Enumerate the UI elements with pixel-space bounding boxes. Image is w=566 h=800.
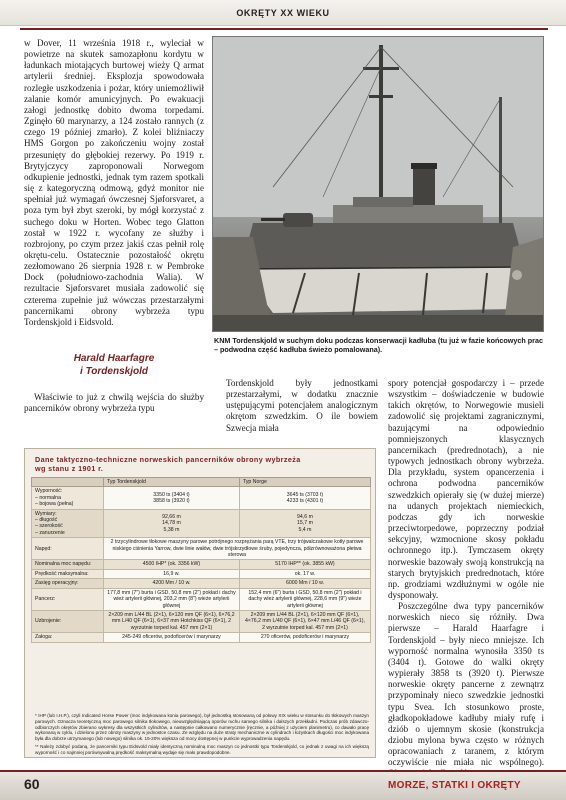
table-row [32, 579, 371, 588]
article-column-2 [226, 378, 378, 434]
row-value-tordenskjold: 4500 IHP* (ok. 3356 kW) [104, 560, 240, 569]
table-title [35, 455, 375, 473]
article-paragraph: w Dover, 11 września 1918 r., wyleciał w powietrze na skutek samozapłonu kordytu w ładunkach miotających burtowej wieży Q armat artylerii średniej. Eksplozja spowodowała rozległe uszkodzenia i pożar, który uniemożliwił zalanie komór amunicyjnych. Po ewakuacji załogi jednostkę dobito dwoma torpedami. Zginęło 60 marynarzy, a 124 zostało rannych (z czego 19 później zmarło). Z kolei bliźniaczy HMS Gorgon po zakończeniu wojny został przesunięty do głębokiej rezerwy. Po 1919 r. Brytyjczycy zaproponowali Norwegom odkupienie jednostki, jednak tym razem spotkali się z kategoryczną odmową, gdyż monitor nie spełniał już wymagań ówczesnej Sjøforsvaret, a poza tym był zbyt szeroki, by mógł korzystać z suchego doku w Horten. Wobec tego Glatton został w 1922 r. wycofany ze służby i rozbrojony, po czym przez jakiś czas pełnił rolę okrętu-celu. Ostatecznie pozostałość okrętu zezłomowano 26 sierpnia 1928 r. w Pembroke Dock (południowo-zachodnia Walia). W rezultacie Sjøforsvaret musiała zadowolić się czterema zupełnie już wówczas przestarzałymi pancernikami obrony wybrzeża typu Tordenskjold i Eidsvold. [24, 38, 204, 327]
section-heading-line-2: i Tordenskjold [80, 366, 148, 377]
table-header-empty [32, 478, 104, 487]
section-heading-line-1: Harald Haarfagre [73, 353, 155, 364]
row-label: Uzbrojenie: [32, 610, 104, 632]
row-value-norge: 2×209 mm L/44 BL (2×1), 6×120 mm QF (6×1), 4×76,2 mm L/40 QF (6×1), 6×47 mm L/46 QF (6×1), 2 wyrzutnie torped kal. 457 mm (2×1) [239, 610, 370, 632]
row-value-shared: 2 trzycylindrowe tłokowe maszyny parowe potrójnego rozprężania parą VTE, trzy trójwalczakowe kotły parowe niskiego ciśnienia Yarrow, dwie linie wałów, dwie trójskrzydłowe śruby, pojedyncza, półzrównoważona płetwa sterowa [104, 538, 371, 560]
footnote-1: * IHP (lub I.H.P.), czyli Indicated Horse Power (moc indykowana konia parowego), był jednostką stosowaną od połowy XIX wieku w stosunku do tłokowych maszyn parowych. Oznacza teoretyczną moc parowego silnika tłokowego, nieuwzględniającą oporów ruchu samego silnika i dalszych przekładni. Podczas prób zdawczo-odbiorczych okrętów zbierano wykresy dla wszystkich cylindrów, a następnie całkowano numerycznie (ręcznie, a później z użyciem planimetru), co dawało pracę wykonaną w cyklu, i dzielono przez obroty maszyny w jednostce czasu. Ze względu na duże straty mechaniczne w cylindrach i łożyskach długości moc indykowana była dla dobrze utrzymanego (lub nowego) silnika ok. 15-20% większa od mocy dostępnej w punkcie wyprowadzenia napędu. [35, 713, 369, 742]
row-label: Wymiary: – długość – szerokość – zanurzenie [32, 509, 104, 538]
row-value-tordenskjold: 177,8 mm (7") burta i GSD, 50,8 mm (2") pokład i dachy wież artylerii głównej, 203,2 mm (8") wieże artylerii głównej [104, 588, 240, 610]
dry-dock-ship-illustration [213, 37, 544, 332]
table-footnotes [35, 713, 369, 756]
magazine-title: MORZE, STATKI I OKRĘTY [388, 780, 521, 791]
row-value-tordenskjold: 3350 ts (3404 t) 3858 ts (3920 t) [104, 487, 240, 509]
table-row [32, 509, 371, 538]
table-row [32, 538, 371, 560]
row-value-norge: ok. 17 w. [239, 569, 370, 578]
row-label: Napęd: [32, 538, 104, 560]
row-label: Załoga: [32, 633, 104, 642]
section-heading [24, 352, 204, 378]
header-rule [20, 28, 548, 30]
article-column-1-continued [24, 392, 204, 414]
article-paragraph: Tordenskjold były jednostkami przestarzałymi, w dodatku znacznie ustępującymi potencjałem analogicznym okrętom szwedzkim. O ile bowiem Szwecja miała [226, 378, 378, 433]
specs-table-box [24, 448, 376, 758]
row-label: Wyporność: – normalna – bojowa (pełna) [32, 487, 104, 509]
row-value-norge: 270 oficerów, podoficerów i marynarzy [239, 633, 370, 642]
table-header-norge: Typ Norge [239, 478, 370, 487]
article-column-3 [388, 378, 544, 780]
row-value-tordenskjold: 16,9 w. [104, 569, 240, 578]
page-number: 60 [24, 776, 40, 792]
row-value-norge: 94,6 m 15,7 m 5,4 m [239, 509, 370, 538]
table-row [32, 569, 371, 578]
table-row [32, 588, 371, 610]
row-label: Pancerz: [32, 588, 104, 610]
footnote-2: ** Należy zdobyć podaną, że pancerniki typu Eidsvold miały identyczną nominalną moc maszyn co jednostki typu Tordenskjold, co jednak z uwagi na ich większą wyporność i co najmniej porównywalną prędkość maksymalną wydaje się mało prawdopodobne. [35, 743, 369, 755]
article-column-1 [24, 38, 204, 328]
ship-photo [212, 36, 544, 332]
table-header-tordenskjold: Typ Tordenskjold [104, 478, 240, 487]
row-value-norge: 5170 IHP** (ok. 3855 kW) [239, 560, 370, 569]
row-value-tordenskjold: 245-249 oficerów, podoficerów i marynarzy [104, 633, 240, 642]
row-label: Zasięg operacyjny: [32, 579, 104, 588]
photo-caption: KNM Tordenskjold w suchym doku podczas konserwacji kadłuba (tu już w fazie końcowych prac – podwodna część kadłuba świeżo pomalowana). [214, 336, 543, 354]
running-header: OKRĘTY XX WIEKU [236, 8, 330, 18]
row-value-norge: 152,4 mm (6") burta i GSD, 50,8 mm (2") pokład i dachy wież artylerii głównej, 228,6 mm (9") wieże artylerii głównej [239, 588, 370, 610]
table-title-line-1: Dane taktyczno-techniczne norweskich pancerników obrony wybrzeża [35, 455, 301, 464]
table-row [32, 633, 371, 642]
article-paragraph: Poszczególne dwa typy pancerników norweskich nieco się różniły. Dwa pierwsze – Harald Haarfagre i Tordenskjold – były nieco mniejsze. Ich wyporność normalna wynosiła 3350 ts (3404 t). Gotowe do walki okręty wypierały 3858 ts (3920 t). Pierwsze norweskie okręty pancerne z zewnątrz przypominały nieco szwedzkie jednostki typu Svea. Ich stosunkowo proste, gładkopokładowe kadłuby miały rufę i dziób o ujemnym skosie (konstrukcja dziobu mylona bywa często w różnych opracowaniach z taranem, z którym oczywiście nie miała nic wspólnego). [388, 601, 544, 768]
row-value-norge: 6000 Mm / 10 w. [239, 579, 370, 588]
specs-table [31, 477, 371, 643]
article-paragraph: Właściwie to już z chwilą wejścia do służby pancerników obrony wybrzeża typu [24, 392, 204, 414]
table-row [32, 560, 371, 569]
table-row [32, 487, 371, 509]
row-value-tordenskjold: 2×209 mm L/44 BL (2×1), 6×120 mm QF (6×1), 6×76,2 mm L/40 QF (6×1), 6×37 mm Hotchkiss QF (6×1), 2 wyrzutnie torped kal. 457 mm (2×1) [104, 610, 240, 632]
table-row [32, 610, 371, 632]
row-label: Prędkość maksymalna: [32, 569, 104, 578]
row-value-tordenskjold: 92,66 m 14,78 m 5,38 m [104, 509, 240, 538]
row-value-tordenskjold: 4200 Mm / 10 w. [104, 579, 240, 588]
row-value-norge: 3645 ts (3703 t) 4233 ts (4301 t) [239, 487, 370, 509]
article-paragraph: spory potencjał gospodarczy i – przede wszystkim – doświadczenie w budowie takich okrętów, to Norwegowie musieli zadowolić się projektami zagranicznymi, bazującymi na odpowiednio pomniejszonych klasycznych pancernikach (predrednotach), a nie typowych jednostkach obrony wybrzeża. Dla przykładu, system opancerzenia i ochrona podwodna pancerników szwedzkich opierały się (w dużej mierze) na udanych projektach niemieckich, podczas gdy ich norweskie przeciwtorpedowe, poprzeczny podział sekcyjny, wzmocnione skosy pokładu ochronnego itp.). Tymczasem okręty norweskie bazowały swoją konstrukcją na starych brytyjskich predrednotach, które np. grodziami wzdłużnymi w ogóle nie dysponowały. [388, 378, 544, 600]
row-label: Nominalna moc napędu: [32, 560, 104, 569]
table-title-line-2: wg stanu z 1901 r. [35, 464, 104, 473]
